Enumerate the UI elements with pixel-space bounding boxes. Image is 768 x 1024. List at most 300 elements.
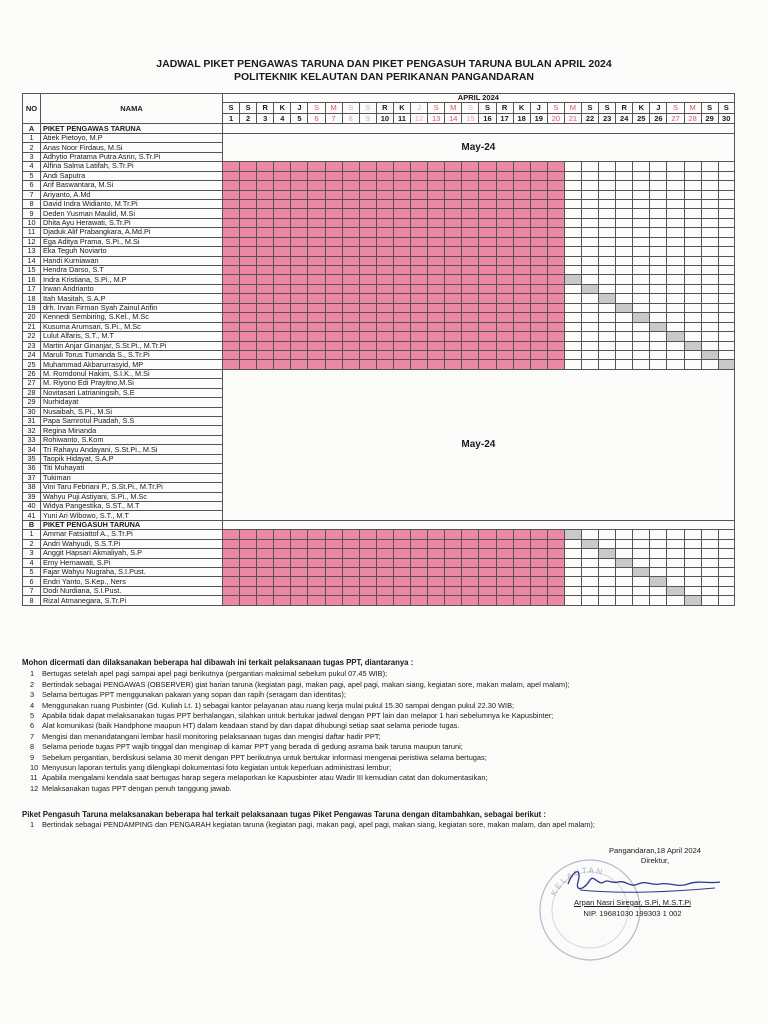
schedule-cell	[701, 275, 718, 284]
duty-cell	[274, 275, 291, 284]
duty-cell	[462, 284, 479, 293]
duty-cell	[547, 275, 564, 284]
schedule-cell	[633, 558, 650, 567]
row-name: Taopik Hidayat, S.A.P	[41, 454, 223, 463]
list-item-text: Menggunakan ruang Pusbinter (Gd. Kuliah Lt. 1) sebagai kantor pelayanan atau ruang kerja mulai pukul 15.30 sampai dengan pukul 22.30 WIB;	[42, 700, 515, 710]
duty-cell	[479, 256, 496, 265]
duty-cell	[308, 162, 325, 171]
schedule-cell	[684, 549, 701, 558]
duty-cell	[308, 199, 325, 208]
header-date: 7	[325, 113, 342, 124]
schedule-cell	[564, 586, 581, 595]
duty-cell	[257, 218, 274, 227]
list-item-text: Melaksanakan tugas PPT dengan penuh tanggung jawab.	[42, 783, 232, 793]
duty-cell	[445, 558, 462, 567]
list-item-number: 5	[30, 711, 35, 721]
schedule-cell	[616, 549, 633, 558]
schedule-cell	[684, 303, 701, 312]
duty-cell-assigned	[684, 341, 701, 350]
schedule-cell	[684, 218, 701, 227]
schedule-cell	[616, 586, 633, 595]
schedule-cell	[581, 332, 598, 341]
schedule-cell	[599, 360, 616, 369]
schedule-cell	[581, 596, 598, 605]
duty-cell	[462, 199, 479, 208]
duty-cell	[496, 360, 513, 369]
header-day: S	[308, 103, 325, 114]
duty-cell	[428, 228, 445, 237]
duty-cell	[547, 228, 564, 237]
table-row	[23, 275, 735, 284]
schedule-cell	[684, 313, 701, 322]
row-name: Indra Kristiana, S.Pi., M.P	[41, 275, 223, 284]
duty-cell	[462, 539, 479, 548]
duty-cell	[513, 322, 530, 331]
schedule-cell	[564, 558, 581, 567]
duty-cell	[547, 558, 564, 567]
duty-cell	[376, 275, 393, 284]
header-date: 12	[411, 113, 428, 124]
duty-cell	[496, 199, 513, 208]
duty-cell	[411, 181, 428, 190]
schedule-cell	[667, 350, 684, 359]
row-number: 28	[23, 388, 41, 397]
schedule-cell	[581, 228, 598, 237]
duty-cell	[291, 558, 308, 567]
table-row	[23, 133, 735, 142]
duty-cell	[274, 313, 291, 322]
duty-cell	[240, 247, 257, 256]
row-name: Andi Saputra	[41, 171, 223, 180]
list-item-text: Sebelum pergantian, berdiskusi selama 30 menit dengan PPT berikutnya untuk bertukar informasi mengenai peristiwa selama bertugas;	[42, 752, 487, 762]
duty-cell	[359, 341, 376, 350]
duty-cell	[428, 162, 445, 171]
row-number: 39	[23, 492, 41, 501]
schedule-cell	[564, 303, 581, 312]
row-number: 19	[23, 303, 41, 312]
header-day: M	[684, 103, 701, 114]
header-date: 11	[393, 113, 410, 124]
duty-cell	[291, 162, 308, 171]
duty-cell	[462, 275, 479, 284]
duty-cell	[479, 171, 496, 180]
duty-cell	[376, 568, 393, 577]
duty-cell	[411, 332, 428, 341]
duty-cell	[547, 162, 564, 171]
duty-cell	[428, 181, 445, 190]
duty-cell	[393, 530, 410, 539]
schedule-cell	[564, 266, 581, 275]
table-row	[23, 530, 735, 539]
schedule-cell	[564, 284, 581, 293]
list-item-text: Mengisi dan menandatangani lembar hasil monitoring pelaksanaan tugas dan mengisi daftar hadir PPT;	[42, 731, 381, 741]
duty-cell	[462, 256, 479, 265]
schedule-cell	[650, 171, 667, 180]
duty-cell	[342, 539, 359, 548]
duty-cell	[462, 586, 479, 595]
schedule-cell	[667, 313, 684, 322]
header-day: S	[547, 103, 564, 114]
schedule-cell	[701, 313, 718, 322]
duty-cell	[462, 596, 479, 605]
list-item	[22, 721, 752, 731]
schedule-cell	[599, 539, 616, 548]
duty-cell	[291, 360, 308, 369]
schedule-cell	[684, 360, 701, 369]
duty-cell	[513, 341, 530, 350]
duty-cell	[393, 549, 410, 558]
row-number: 13	[23, 247, 41, 256]
schedule-cell	[701, 539, 718, 548]
row-number: 6	[23, 577, 41, 586]
schedule-cell	[684, 568, 701, 577]
schedule-cell	[581, 237, 598, 246]
schedule-cell	[581, 568, 598, 577]
duty-cell	[462, 266, 479, 275]
duty-cell	[445, 209, 462, 218]
duty-cell	[291, 199, 308, 208]
duty-cell	[359, 228, 376, 237]
duty-cell	[291, 596, 308, 605]
row-name: Nurhidayat	[41, 398, 223, 407]
schedule-cell	[633, 322, 650, 331]
schedule-cell	[564, 332, 581, 341]
duty-cell	[240, 341, 257, 350]
duty-cell	[393, 284, 410, 293]
schedule-cell	[599, 530, 616, 539]
duty-cell	[359, 332, 376, 341]
duty-cell	[240, 294, 257, 303]
schedule-cell	[599, 284, 616, 293]
duty-cell	[240, 313, 257, 322]
duty-cell	[342, 190, 359, 199]
row-name: David Indra Widianto, M.Tr.Pi	[41, 199, 223, 208]
schedule-cell	[701, 237, 718, 246]
schedule-cell	[718, 530, 734, 539]
table-row	[23, 181, 735, 190]
table-row	[23, 322, 735, 331]
duty-cell	[428, 294, 445, 303]
row-number: 7	[23, 586, 41, 595]
duty-cell	[428, 586, 445, 595]
schedule-cell	[701, 558, 718, 567]
schedule-cell	[599, 190, 616, 199]
duty-cell	[308, 256, 325, 265]
schedule-cell	[650, 332, 667, 341]
duty-cell	[342, 303, 359, 312]
duty-cell	[376, 303, 393, 312]
schedule-cell	[684, 190, 701, 199]
duty-cell	[274, 294, 291, 303]
duty-cell	[342, 586, 359, 595]
duty-cell	[291, 549, 308, 558]
schedule-cell	[667, 199, 684, 208]
duty-cell	[240, 275, 257, 284]
schedule-cell	[633, 256, 650, 265]
table-row	[23, 596, 735, 605]
schedule-cell	[718, 228, 734, 237]
duty-cell-assigned	[581, 539, 598, 548]
duty-cell	[308, 228, 325, 237]
duty-cell	[376, 247, 393, 256]
schedule-cell	[684, 284, 701, 293]
schedule-cell	[616, 284, 633, 293]
schedule-cell	[650, 313, 667, 322]
row-name: Muhammad Akbarurrasyid, MP	[41, 360, 223, 369]
schedule-cell	[718, 549, 734, 558]
duty-cell	[308, 313, 325, 322]
schedule-cell	[650, 190, 667, 199]
duty-cell	[240, 284, 257, 293]
header-day: S	[599, 103, 616, 114]
duty-cell	[445, 586, 462, 595]
schedule-cell	[599, 256, 616, 265]
duty-cell	[223, 237, 240, 246]
duty-cell	[462, 332, 479, 341]
row-number: 23	[23, 341, 41, 350]
duty-cell	[513, 162, 530, 171]
schedule-cell	[633, 332, 650, 341]
duty-cell	[428, 218, 445, 227]
duty-cell	[325, 284, 342, 293]
duty-cell	[462, 162, 479, 171]
duty-cell	[513, 209, 530, 218]
duty-cell	[342, 558, 359, 567]
duty-cell	[445, 275, 462, 284]
table-row	[23, 294, 735, 303]
row-name: Titi Muhayati	[41, 464, 223, 473]
header-date: 3	[257, 113, 274, 124]
instructions	[22, 658, 752, 794]
row-number: 14	[23, 256, 41, 265]
duty-cell	[308, 577, 325, 586]
duty-cell	[359, 209, 376, 218]
duty-cell	[325, 181, 342, 190]
duty-cell	[257, 549, 274, 558]
duty-cell	[308, 303, 325, 312]
duty-cell	[257, 332, 274, 341]
duty-cell	[462, 209, 479, 218]
row-name: Novitasari Latrianingsih, S.E	[41, 388, 223, 397]
duty-cell	[428, 199, 445, 208]
row-name: Itah Masitah, S.A.P	[41, 294, 223, 303]
table-row	[23, 284, 735, 293]
list-item	[22, 680, 752, 690]
duty-cell	[376, 294, 393, 303]
duty-cell	[359, 237, 376, 246]
duty-cell	[223, 360, 240, 369]
duty-cell	[428, 360, 445, 369]
schedule-cell	[667, 266, 684, 275]
schedule-cell	[633, 586, 650, 595]
header-day: K	[513, 103, 530, 114]
duty-cell	[530, 256, 547, 265]
duty-cell	[496, 228, 513, 237]
schedule-cell	[581, 558, 598, 567]
duty-cell	[223, 332, 240, 341]
list-item-text: Apabila tidak dapat melaksanakan tugas PPT berhalangan, silahkan untuk bertukar jadwal dengan PPT lain dan melapor 1 hari sebelumnya ke Kapusbinter;	[42, 711, 554, 721]
header-date: 16	[479, 113, 496, 124]
duty-cell	[308, 218, 325, 227]
duty-cell	[376, 577, 393, 586]
duty-cell-assigned	[667, 332, 684, 341]
row-number: 2	[23, 143, 41, 152]
schedule-cell	[650, 266, 667, 275]
row-name: Tri Rahayu Andayani, S.St.Pi., M.Si	[41, 445, 223, 454]
duty-cell	[257, 162, 274, 171]
duty-cell	[393, 256, 410, 265]
schedule-cell	[718, 256, 734, 265]
row-name: Andri Wahyudi, S.S.T.Pi	[41, 539, 223, 548]
schedule-cell	[718, 266, 734, 275]
duty-cell	[325, 303, 342, 312]
schedule-cell	[581, 350, 598, 359]
list-item-number: 2	[30, 679, 35, 689]
duty-cell	[445, 256, 462, 265]
schedule-cell	[633, 199, 650, 208]
duty-cell	[513, 360, 530, 369]
duty-cell	[359, 530, 376, 539]
schedule-cell	[599, 341, 616, 350]
duty-cell	[411, 294, 428, 303]
duty-cell	[393, 341, 410, 350]
row-number: 31	[23, 417, 41, 426]
schedule-cell	[633, 577, 650, 586]
schedule-cell	[684, 558, 701, 567]
row-name: Alfina Salma Latifah, S.Tr.Pi	[41, 162, 223, 171]
schedule-cell	[581, 171, 598, 180]
row-number: 24	[23, 350, 41, 359]
duty-cell	[257, 256, 274, 265]
duty-cell	[325, 199, 342, 208]
duty-cell	[223, 218, 240, 227]
duty-cell	[479, 322, 496, 331]
row-name: drh. Irvan Firman Syah Zainul Arifin	[41, 303, 223, 312]
schedule-cell	[616, 209, 633, 218]
duty-cell	[223, 530, 240, 539]
duty-cell	[547, 218, 564, 227]
duty-cell	[308, 275, 325, 284]
duty-cell	[325, 350, 342, 359]
duty-cell	[513, 228, 530, 237]
duty-cell	[411, 190, 428, 199]
duty-cell	[530, 162, 547, 171]
duty-cell	[342, 284, 359, 293]
duty-cell-assigned	[633, 313, 650, 322]
table-row	[23, 369, 735, 378]
schedule-cell	[581, 294, 598, 303]
duty-cell	[428, 539, 445, 548]
schedule-cell	[633, 294, 650, 303]
schedule-cell	[650, 303, 667, 312]
header-date: 24	[616, 113, 633, 124]
duty-cell	[445, 228, 462, 237]
schedule-cell	[650, 568, 667, 577]
schedule-cell	[684, 256, 701, 265]
schedule-cell	[718, 577, 734, 586]
duty-cell	[274, 539, 291, 548]
duty-cell	[376, 530, 393, 539]
duty-cell	[411, 162, 428, 171]
duty-cell	[393, 586, 410, 595]
duty-cell	[547, 294, 564, 303]
duty-cell	[325, 360, 342, 369]
duty-cell	[411, 199, 428, 208]
schedule-cell	[616, 568, 633, 577]
duty-cell	[359, 549, 376, 558]
schedule-cell	[684, 350, 701, 359]
header-day: R	[376, 103, 393, 114]
table-row	[23, 209, 735, 218]
duty-cell	[240, 350, 257, 359]
header-name: NAMA	[41, 94, 223, 124]
row-name: Djaduk Alif Prabangkara, A.Md.Pi	[41, 228, 223, 237]
schedule-cell	[667, 596, 684, 605]
schedule-cell	[616, 341, 633, 350]
duty-cell	[393, 237, 410, 246]
duty-cell	[393, 360, 410, 369]
duty-cell	[342, 568, 359, 577]
row-number: 30	[23, 407, 41, 416]
duty-cell	[496, 322, 513, 331]
schedule-cell	[701, 199, 718, 208]
schedule-cell	[701, 530, 718, 539]
schedule-cell	[718, 237, 734, 246]
duty-cell	[325, 228, 342, 237]
duty-cell	[325, 266, 342, 275]
schedule-cell	[564, 341, 581, 350]
duty-cell	[308, 322, 325, 331]
duty-cell	[496, 350, 513, 359]
duty-cell	[411, 218, 428, 227]
schedule-cell	[684, 237, 701, 246]
row-number: 8	[23, 596, 41, 605]
table-row	[23, 266, 735, 275]
schedule-cell	[633, 247, 650, 256]
duty-cell	[479, 341, 496, 350]
duty-cell	[530, 322, 547, 331]
duty-cell	[462, 549, 479, 558]
schedule-cell	[616, 237, 633, 246]
duty-cell	[291, 313, 308, 322]
duty-cell	[325, 162, 342, 171]
schedule-cell	[701, 568, 718, 577]
duty-cell	[462, 530, 479, 539]
duty-cell	[445, 284, 462, 293]
schedule-cell	[581, 303, 598, 312]
schedule-cell	[599, 577, 616, 586]
row-number: 41	[23, 511, 41, 520]
duty-cell	[547, 530, 564, 539]
schedule-cell	[667, 549, 684, 558]
duty-cell	[325, 190, 342, 199]
duty-cell	[530, 284, 547, 293]
row-number: 1	[23, 133, 41, 142]
duty-cell	[342, 332, 359, 341]
header-month: APRIL 2024	[223, 94, 735, 103]
schedule-cell	[616, 275, 633, 284]
schedule-cell	[701, 577, 718, 586]
header-day: S	[479, 103, 496, 114]
duty-cell	[479, 568, 496, 577]
duty-cell	[445, 247, 462, 256]
duty-cell	[445, 294, 462, 303]
duty-cell	[342, 228, 359, 237]
duty-cell	[496, 190, 513, 199]
duty-cell	[325, 596, 342, 605]
header-day: S	[428, 103, 445, 114]
duty-cell	[479, 577, 496, 586]
